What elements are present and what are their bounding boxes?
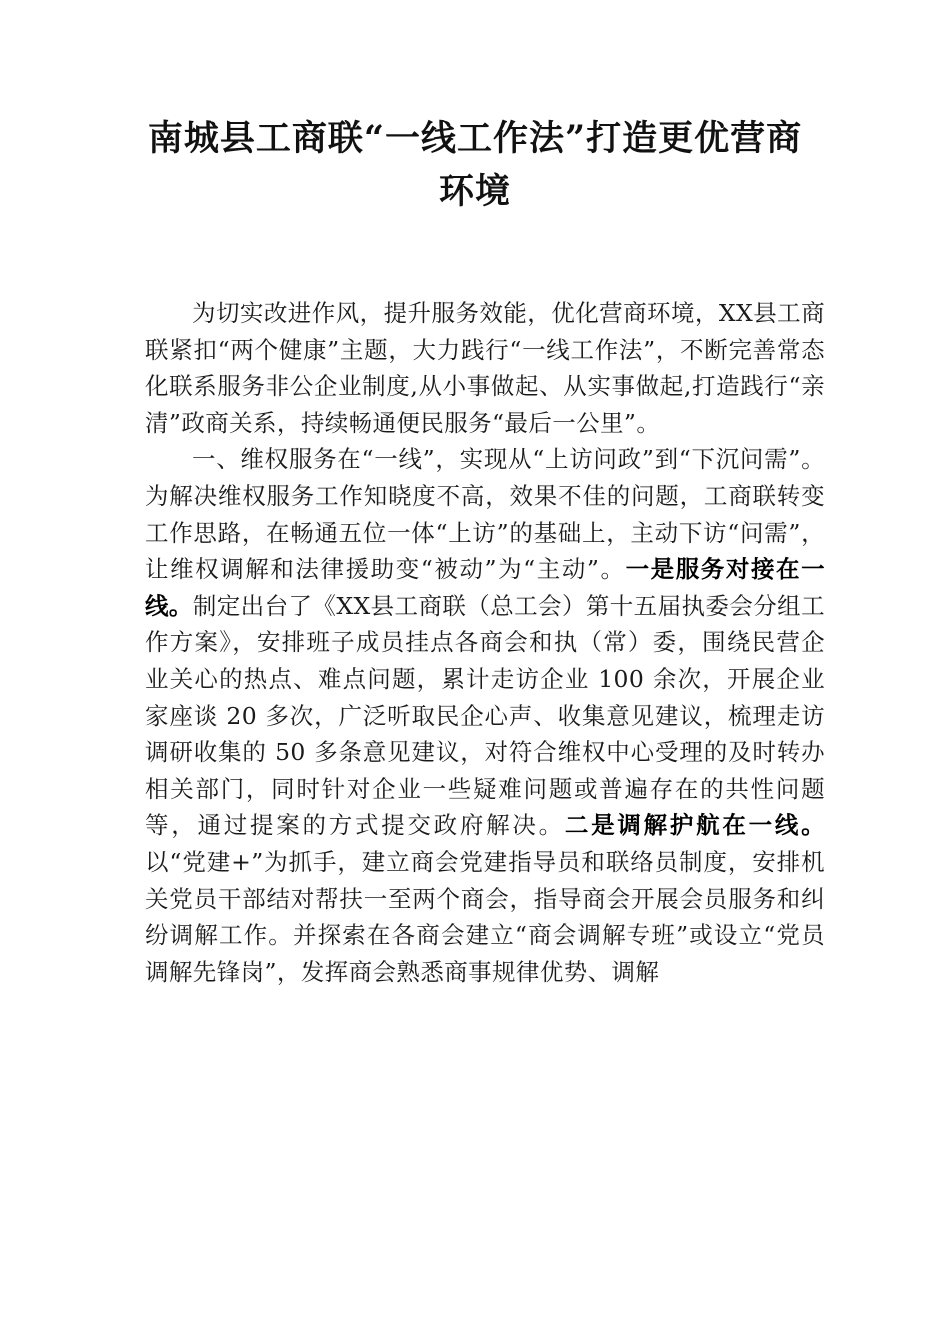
paragraph-text: 为切实改进作风，提升服务效能，优化营商环境，XX县工商联紧扣“两个健康”主题，大力践行“一线工作法”，不断完善常态化联系服务非公企业制度,从小事做起、从实事做起,打造践行“亲清”政商关系，持续畅通便民服务“最后一公里”。 [145, 299, 825, 437]
paragraph-text: 制定出台了《XX县工商联（总工会）第十五届执委会分组工作方案》，安排班子成员挂点各商会和执（常）委，围绕民营企业关心的热点、难点问题，累计走访企业 100 余次，开展企业家座谈 20 多次，广泛听取民企心声、收集意见建议，梳理走访调研收集的 50 多条意见建议，对符合维权中心受理的及时转办相关部门，同时针对企业一些疑难问题或普遍存在的共性问题等，通过提案的方式提交政府解决。 [145, 591, 825, 840]
bold-lead-service: 一是服务对接在一线。 [145, 555, 825, 620]
document-title: 南城县工商联“一线工作法”打造更优营商环境 [147, 118, 803, 212]
paragraph-text: 一、维权服务在“一线”，实现从“上访问政”到“下沉问需”。为解决维权服务工作知晓度不高，效果不佳的问题，工商联转变工作思路，在畅通五位一体“上访”的基础上，主动下访“问需”，让维权调解和法律援助变“被动”为“主动”。 [145, 445, 825, 584]
paragraph-intro [145, 295, 825, 441]
paragraph-section-one [145, 441, 825, 990]
document-body [145, 295, 825, 990]
paragraph-text: 以“党建+”为抓手，建立商会党建指导员和联络员制度，安排机关党员干部结对帮扶一至两个商会，指导商会开展会员服务和纠纷调解工作。并探索在各商会建立“商会调解专班”或设立“党员调解先锋岗”，发挥商会熟悉商事规律优势、调解 [145, 847, 825, 986]
bold-lead-mediation: 二是调解护航在一线。 [564, 811, 825, 840]
